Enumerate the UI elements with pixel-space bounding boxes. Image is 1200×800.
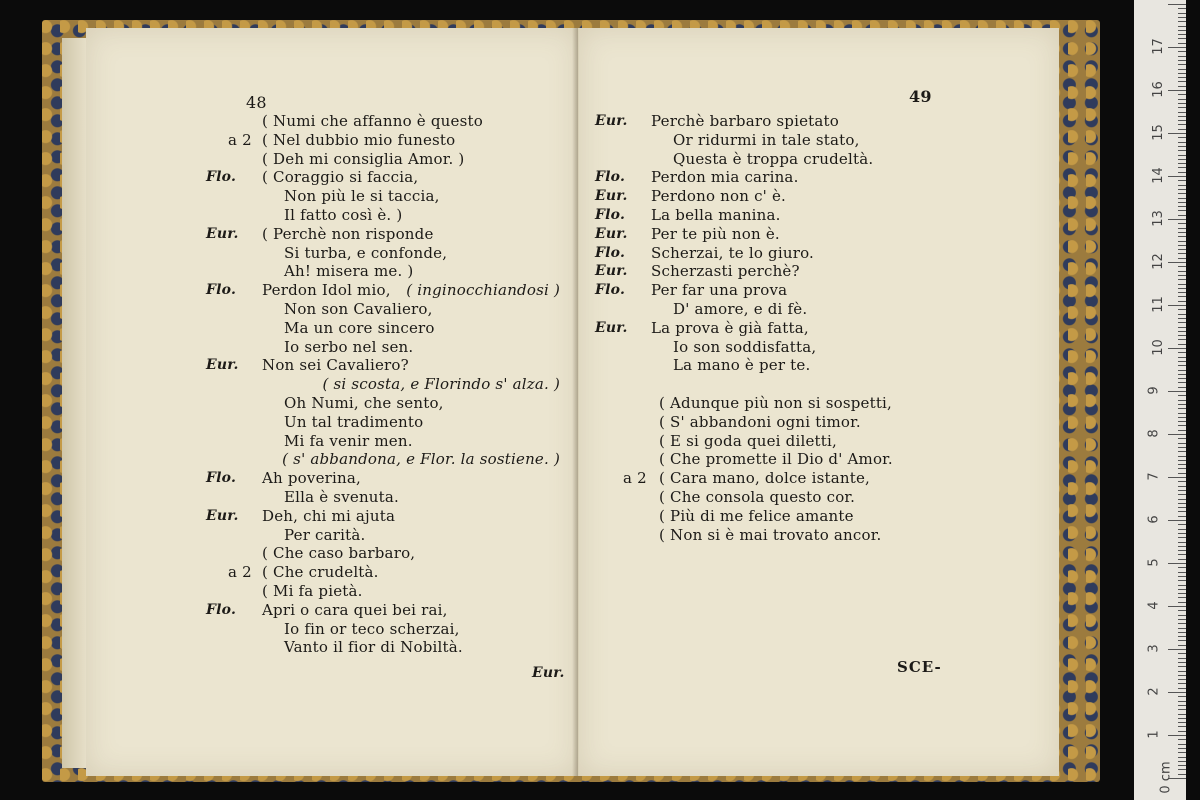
ruler-tick [1178,322,1186,323]
ruler-tick [1168,606,1186,607]
ruler-tick [1178,223,1186,224]
ruler-label: 10 [1150,339,1166,356]
ruler-tick [1178,481,1186,482]
ruler-tick [1178,116,1186,117]
ruler-tick [1178,752,1186,753]
verse-line: ( Mi fa pietà. [262,582,363,600]
ruler-label: 12 [1150,253,1166,270]
ruler-tick [1178,765,1186,766]
ruler-tick [1178,64,1186,65]
ruler-tick [1178,400,1186,401]
ruler-label: 16 [1150,81,1166,98]
ruler-tick [1178,318,1186,319]
ruler-tick [1178,215,1186,216]
ruler-tick [1178,675,1186,676]
ruler-tick [1178,112,1186,113]
ruler-tick [1178,198,1186,199]
speaker-label: Flo. [206,169,237,186]
verse-line: ( Adunque più non si sospetti, [659,394,893,412]
verse-line: ( S' abbandoni ogni timor. [659,412,861,431]
ruler-tick [1178,623,1186,624]
ruler-tick [1168,692,1186,693]
a-due-marker: a 2 [623,469,647,488]
ruler-tick [1178,382,1186,383]
ruler-tick [1178,314,1186,315]
ruler-label: 3 [1146,644,1162,653]
verse-line: Io fin or teco scherzai, [284,619,460,638]
ruler-tick [1178,142,1186,143]
verse-line: La mano è per te. [673,356,811,375]
ruler-tick [1178,378,1186,379]
ruler-tick [1178,395,1186,396]
ruler-tick [1178,507,1186,508]
ruler-tick [1178,94,1186,95]
ruler-tick [1178,640,1186,641]
ruler-tick [1178,460,1186,461]
ruler-tick [1168,735,1186,736]
ruler-tick [1178,236,1186,237]
ruler-tick [1178,666,1186,667]
ruler-tick [1178,662,1186,663]
verse-line: Per far una prova [651,281,788,300]
ruler-tick [1178,447,1186,448]
ruler-label: 8 [1146,429,1162,438]
ruler-label: 9 [1146,386,1162,395]
catchword-right: SCE- [897,658,942,676]
ruler-tick [1178,572,1186,573]
verse-line: ( Che promette il Dio d' Amor. [659,450,893,469]
verse-line: Io son soddisfatta, [673,337,817,356]
ruler-tick [1178,602,1186,603]
ruler-tick [1168,305,1186,306]
speaker-label: Eur. [595,319,628,336]
ruler-tick [1168,391,1186,392]
ruler-label: 2 [1146,687,1162,696]
ruler-label: 7 [1146,472,1162,481]
ruler-tick [1178,137,1186,138]
verse-line: Non son Cavaliero, [284,300,433,318]
ruler-tick [1168,477,1186,478]
ruler-tick [1178,576,1186,577]
ruler-tick [1178,503,1186,504]
open-book [62,28,1082,776]
ruler-tick [1178,189,1186,190]
ruler-tick [1178,365,1186,366]
ruler-tick [1168,649,1186,650]
ruler-tick [1178,129,1186,130]
verse-line: Deh, chi mi ajuta [262,506,396,525]
ruler-tick [1168,47,1186,48]
ruler-tick [1178,425,1186,426]
verse-line: Vanto il fior di Nobiltà. [284,638,463,657]
ruler-tick [1178,120,1186,121]
verse-line: ( Coraggio si faccia, [262,168,419,187]
verse-line: Non più le si taccia, [284,187,440,206]
speaker-label: Eur. [595,188,628,205]
ruler-label: 11 [1150,296,1166,313]
ruler-tick [1178,150,1186,151]
ruler-tick [1178,456,1186,457]
ruler-tick [1168,563,1186,564]
ruler-tick [1178,533,1186,534]
ruler-tick [1178,722,1186,723]
speaker-label: Flo. [595,207,626,223]
ruler-tick [1178,585,1186,586]
ruler-tick [1178,301,1186,302]
ruler-tick [1178,99,1186,100]
ruler-label: 1 [1146,730,1162,739]
ruler-tick [1178,77,1186,78]
ruler-label: 0 cm [1158,761,1174,794]
speaker-label: Eur. [595,263,628,280]
ruler-tick [1178,245,1186,246]
verse-line: Per te più non è. [651,224,780,243]
ruler-tick [1178,468,1186,469]
verse-line: Questa è troppa crudeltà. [673,149,874,168]
ruler-tick [1168,4,1186,5]
ruler-tick [1178,464,1186,465]
ruler-tick [1178,288,1186,289]
ruler-tick [1178,671,1186,672]
ruler-tick [1178,597,1186,598]
ruler-tick [1178,451,1186,452]
speaker-label: Eur. [595,225,628,242]
verse-line: D' amore, e di fè. [673,300,808,318]
ruler-tick [1178,81,1186,82]
right-page [578,28,1059,776]
ruler-tick [1178,774,1186,775]
verse-line: ( Più di me felice amante [659,506,854,525]
verse-line: Perdon mia carina. [651,168,799,187]
ruler-tick [1178,13,1186,14]
ruler-tick [1178,417,1186,418]
speaker-label: Eur. [206,357,239,374]
ruler-tick [1178,43,1186,44]
ruler-tick [1178,550,1186,551]
speaker-label: Flo. [206,601,237,618]
ruler-tick [1178,73,1186,74]
verse-line: Per carità. [284,525,366,544]
verse-line: Perdono non c' è. [651,187,787,206]
ruler-tick [1178,542,1186,543]
verse-line: ( Che crudeltà. [262,563,379,582]
ruler-tick [1178,86,1186,87]
verse-line: ( Numi che affanno è questo [262,112,483,130]
ruler-tick [1178,344,1186,345]
ruler-tick [1178,210,1186,211]
ruler-tick [1178,241,1186,242]
ruler-tick [1168,90,1186,91]
ruler-tick [1178,374,1186,375]
ruler-tick [1178,559,1186,560]
ruler-tick [1178,30,1186,31]
page-number-left: 48 [246,93,267,112]
ruler-tick [1178,266,1186,267]
ruler-tick [1178,38,1186,39]
verse-line: ( Che consola questo cor. [659,488,856,506]
ruler-label: 15 [1150,124,1166,141]
speaker-label: Flo. [595,169,626,186]
ruler-tick [1178,537,1186,538]
verse-line: Un tal tradimento [284,412,424,431]
speaker-label: Eur. [206,225,239,242]
ruler-tick [1178,726,1186,727]
ruler-tick [1178,387,1186,388]
verse-line: Perdon Idol mio, [262,281,391,300]
ruler-tick [1178,658,1186,659]
ruler-tick [1178,357,1186,358]
verse-line: La prova è già fatta, [651,318,809,337]
verse-line: Il fatto così è. ) [284,206,403,224]
ruler-tick [1178,232,1186,233]
ruler-tick [1178,683,1186,684]
ruler-tick [1178,271,1186,272]
ruler-tick [1178,499,1186,500]
left-page [86,28,579,776]
ruler-tick [1178,593,1186,594]
stage-direction: ( s' abbandona, e Flor. la sostiene. ) [282,450,560,469]
ruler-tick [1178,206,1186,207]
ruler-tick [1178,524,1186,525]
ruler-tick [1178,567,1186,568]
ruler-tick [1178,744,1186,745]
verse-line: Oh Numi, che sento, [284,394,444,412]
ruler-tick [1178,490,1186,491]
verse-line: Perchè barbaro spietato [651,112,840,130]
verse-line: Or ridurmi in tale stato, [673,130,860,149]
ruler-tick [1178,701,1186,702]
ruler-tick [1178,275,1186,276]
verse-line: Scherzasti perchè? [651,262,800,281]
ruler-label: 4 [1146,601,1162,610]
ruler-tick [1178,718,1186,719]
catchword-left: Eur. [532,665,565,681]
ruler-tick [1178,632,1186,633]
verse-line: ( Che caso barbaro, [262,544,416,563]
ruler-tick [1178,163,1186,164]
verse-line: Scherzai, te lo giuro. [651,243,814,262]
verse-line: Apri o cara quei bei rai, [262,600,448,619]
ruler-tick [1178,331,1186,332]
page-number-right: 49 [909,87,932,106]
ruler-tick [1178,688,1186,689]
verse-line: Non sei Cavaliero? [262,356,409,375]
ruler-label: 5 [1146,558,1162,567]
ruler-tick [1168,133,1186,134]
speaker-label: Flo. [206,282,237,299]
ruler-tick [1178,705,1186,706]
speaker-label: Flo. [595,282,626,299]
a-due-marker: a 2 [228,130,252,149]
ruler-tick [1178,731,1186,732]
speaker-label: Flo. [595,244,626,261]
ruler-tick [1168,348,1186,349]
ruler-tick [1168,520,1186,521]
ruler-tick [1178,172,1186,173]
ruler-tick [1178,404,1186,405]
ruler-tick [1168,176,1186,177]
verse-line: Io serbo nel sen. [284,337,414,356]
ruler-tick [1178,167,1186,168]
ruler-tick [1178,146,1186,147]
ruler-tick [1178,155,1186,156]
ruler-tick [1178,352,1186,353]
ruler-tick [1178,279,1186,280]
ruler-tick [1178,296,1186,297]
ruler-tick [1178,408,1186,409]
ruler-tick [1178,494,1186,495]
ruler-tick [1178,645,1186,646]
ruler-tick [1178,258,1186,259]
ruler-tick [1178,619,1186,620]
ruler-tick [1178,748,1186,749]
ruler-tick [1178,615,1186,616]
verse-line: Ella è svenuta. [284,488,400,506]
verse-line: Ah! misera me. ) [284,262,414,281]
ruler-tick [1178,8,1186,9]
ruler-tick [1168,219,1186,220]
measuring-ruler [1134,0,1186,800]
verse-line: La bella manina. [651,206,781,224]
verse-line: Ma un core sincero [284,318,435,337]
ruler-tick [1168,262,1186,263]
ruler-tick [1178,56,1186,57]
ruler-tick [1178,361,1186,362]
ruler-tick [1178,103,1186,104]
verse-line: ( Non si è mai trovato ancor. [659,525,882,544]
ruler-tick [1178,589,1186,590]
ruler-tick [1178,696,1186,697]
ruler-tick [1178,51,1186,52]
ruler-label: 6 [1146,515,1162,524]
ruler-tick [1178,516,1186,517]
ruler-tick [1178,636,1186,637]
ruler-tick [1178,529,1186,530]
speaker-label: Eur. [206,507,239,524]
ruler-tick [1178,202,1186,203]
ruler-tick [1178,486,1186,487]
ruler-tick [1178,761,1186,762]
ruler-tick [1178,413,1186,414]
ruler-tick [1178,709,1186,710]
a-due-marker: a 2 [228,563,252,582]
ruler-tick [1178,180,1186,181]
ruler-tick [1178,309,1186,310]
ruler-tick [1168,434,1186,435]
ruler-tick [1178,34,1186,35]
ruler-tick [1178,327,1186,328]
stage-direction: ( inginocchiandosi ) [406,281,560,300]
ruler-tick [1178,253,1186,254]
ruler-tick [1178,193,1186,194]
ruler-tick [1178,546,1186,547]
verse-line: ( E si goda quei diletti, [659,431,837,450]
ruler-tick [1178,421,1186,422]
ruler-tick [1178,739,1186,740]
speaker-label: Eur. [595,113,628,129]
ruler-tick [1178,554,1186,555]
ruler-tick [1178,284,1186,285]
verse-line: ( Deh mi consiglia Amor. ) [262,149,465,168]
ruler-label: 13 [1150,210,1166,227]
verse-line: Si turba, e confonde, [284,243,448,262]
ruler-tick [1178,185,1186,186]
stage-direction: ( si scosta, e Florindo s' alza. ) [322,375,560,394]
ruler-tick [1178,443,1186,444]
ruler-label: 14 [1150,167,1166,184]
verse-line: ( Cara mano, dolce istante, [659,469,870,488]
ruler-tick [1178,430,1186,431]
speaker-label: Flo. [206,470,237,487]
ruler-tick [1178,714,1186,715]
ruler-tick [1178,69,1186,70]
ruler-tick [1178,17,1186,18]
ruler-label: 17 [1150,38,1166,55]
ruler-tick [1178,21,1186,22]
verse-line: ( Perchè non risponde [262,224,434,243]
ruler-tick [1178,628,1186,629]
ruler-tick [1178,511,1186,512]
ruler-tick [1178,124,1186,125]
ruler-tick [1178,26,1186,27]
ruler-tick [1178,438,1186,439]
ruler-tick [1178,292,1186,293]
ruler-tick [1178,653,1186,654]
ruler-tick [1178,610,1186,611]
ruler-tick [1178,370,1186,371]
verse-line: Mi fa venir men. [284,431,413,450]
ruler-tick [1178,335,1186,336]
ruler-tick [1178,339,1186,340]
ruler-tick [1178,757,1186,758]
verse-line: Ah poverina, [262,469,361,488]
ruler-tick [1178,473,1186,474]
ruler-tick [1178,249,1186,250]
verse-line: ( Nel dubbio mio funesto [262,130,456,149]
ruler-tick [1178,580,1186,581]
ruler-tick [1178,228,1186,229]
ruler-tick [1178,60,1186,61]
ruler-tick [1178,107,1186,108]
ruler-tick [1178,159,1186,160]
ruler-tick [1178,769,1186,770]
ruler-tick [1178,679,1186,680]
